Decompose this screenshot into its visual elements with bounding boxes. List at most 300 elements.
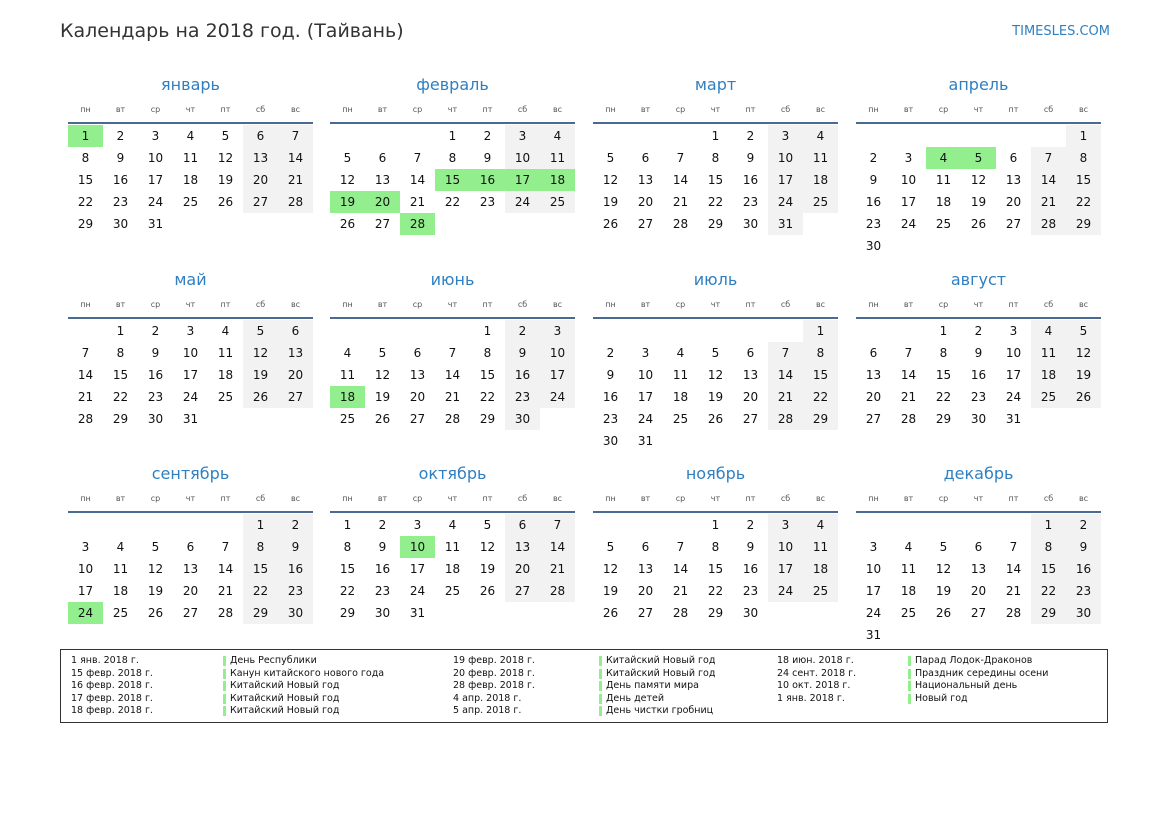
day-cell: 12 [147,562,164,576]
day-cell: 21 [77,390,94,404]
weekday-label: пт [1008,494,1019,503]
day-cell: 18 [217,368,234,382]
weekday-label: пн [342,494,353,503]
day-cell: 6 [869,346,878,360]
day-cell: 24 [409,584,426,598]
day-cell: 13 [409,368,426,382]
weekday-label: чт [710,494,721,503]
holiday-color-marker [908,669,911,679]
weekday-label: чт [447,105,458,114]
day-cell: 27 [1005,217,1022,231]
legend-date: 28 февр. 2018 г. [453,680,535,691]
legend-holiday-name [908,668,1048,679]
month-title: ноябрь [685,464,746,483]
weekend-day-cell: 14 [1031,169,1066,191]
day-cell: 3 [81,540,90,554]
weekend-day-cell: 12 [243,342,278,364]
weekday-label: вт [903,105,914,114]
day-cell: 13 [1005,173,1022,187]
day-cell: 8 [343,540,352,554]
day-cell: 2 [746,129,755,143]
weekend-day-cell: 22 [1031,580,1066,602]
month-title: декабрь [943,464,1014,483]
day-cell: 21 [672,195,689,209]
weekend-day-cell: 3 [768,125,803,147]
day-cell: 9 [746,151,755,165]
day-cell: 17 [637,390,654,404]
day-cell: 10 [77,562,94,576]
day-cell: 19 [602,195,619,209]
legend-holiday-label: Парад Лодок-Драконов [915,655,1033,666]
weekday-label: вт [640,300,651,309]
day-cell: 26 [339,217,356,231]
weekend-day-cell: 1 [243,514,278,536]
month-title: февраль [416,75,489,94]
day-cell: 20 [637,195,654,209]
day-cell: 25 [182,195,199,209]
weekday-label: вт [903,300,914,309]
weekend-day-cell: 7 [278,125,313,147]
month-header-rule [330,122,575,124]
holiday-color-marker [599,706,602,716]
weekday-label: чт [185,300,196,309]
month-header-rule [856,122,1101,124]
weekend-day-cell: 10 [540,342,575,364]
weekday-label: ср [412,105,423,114]
weekend-day-cell: 27 [278,386,313,408]
weekday-label: вс [290,494,301,503]
weekend-day-cell: 11 [803,147,838,169]
weekday-label: ср [675,300,686,309]
legend-date: 17 февр. 2018 г. [71,692,153,704]
legend-holiday-label: Китайский Новый год [230,692,340,704]
day-cell: 10 [1005,346,1022,360]
day-cell: 19 [147,584,164,598]
legend-holiday-name [223,705,339,716]
day-cell: 17 [1005,368,1022,382]
legend-date: 1 янв. 2018 г. [777,692,845,704]
day-cell: 4 [343,346,352,360]
day-cell: 20 [182,584,199,598]
day-cell: 12 [970,173,987,187]
weekday-label: ср [150,105,161,114]
day-cell: 13 [970,562,987,576]
weekday-label: ср [938,300,949,309]
day-cell: 21 [1005,584,1022,598]
day-cell: 6 [641,151,650,165]
day-cell: 5 [483,518,492,532]
day-cell: 24 [147,195,164,209]
day-cell: 5 [606,540,615,554]
day-cell: 29 [935,412,952,426]
weekend-day-cell: 15 [1031,558,1066,580]
day-cell: 30 [147,412,164,426]
holiday-day-cell: 18 [330,386,365,408]
day-cell: 13 [374,173,391,187]
weekday-label: чт [447,494,458,503]
day-cell: 7 [221,540,230,554]
day-cell: 4 [186,129,195,143]
weekend-day-cell: 12 [1066,342,1101,364]
weekend-day-cell: 23 [1066,580,1101,602]
weekend-day-cell: 6 [505,514,540,536]
weekday-label: вт [377,300,388,309]
day-cell: 30 [112,217,129,231]
holiday-day-cell: 10 [400,536,435,558]
day-cell: 25 [444,584,461,598]
day-cell: 17 [409,562,426,576]
day-cell: 30 [742,217,759,231]
day-cell: 8 [711,540,720,554]
day-cell: 25 [112,606,129,620]
day-cell: 23 [374,584,391,598]
holiday-color-marker [223,656,226,666]
weekday-label: вт [377,105,388,114]
day-cell: 15 [707,562,724,576]
legend-holiday-name [223,680,339,691]
day-cell: 19 [602,584,619,598]
weekend-day-cell: 14 [278,147,313,169]
legend-holiday-name [599,680,699,691]
legend-date: 18 февр. 2018 г. [71,705,153,716]
holiday-color-marker [599,681,602,691]
weekday-label: пт [745,494,756,503]
day-cell: 6 [186,540,195,554]
day-cell: 17 [77,584,94,598]
weekday-label: чт [973,494,984,503]
weekday-header [856,300,1101,312]
holiday-color-marker [599,656,602,666]
day-cell: 11 [182,151,199,165]
legend-date: 19 февр. 2018 г. [453,655,535,666]
day-cell: 26 [602,606,619,620]
weekend-day-cell: 3 [540,320,575,342]
month-title: сентябрь [151,464,230,483]
weekday-label: чт [973,105,984,114]
day-cell: 11 [444,540,461,554]
legend-holiday-name [223,655,317,666]
weekend-day-cell: 21 [1031,191,1066,213]
day-cell: 11 [112,562,129,576]
weekend-day-cell: 11 [540,147,575,169]
day-cell: 28 [77,412,94,426]
day-cell: 9 [116,151,125,165]
legend-holiday-label: Канун китайского нового года [230,667,385,679]
day-cell: 3 [904,151,913,165]
weekday-label: пт [482,300,493,309]
holiday-day-cell: 20 [365,191,400,213]
day-cell: 16 [602,390,619,404]
day-cell: 14 [900,368,917,382]
day-cell: 23 [112,195,129,209]
weekday-label: сб [780,300,791,309]
legend-date: 1 янв. 2018 г. [71,655,139,666]
day-cell: 24 [900,217,917,231]
day-cell: 1 [939,324,948,338]
day-cell: 27 [374,217,391,231]
day-cell: 29 [707,606,724,620]
weekend-day-cell: 16 [505,364,540,386]
month-title: август [950,270,1007,289]
day-cell: 12 [339,173,356,187]
weekday-label: пн [605,105,616,114]
weekend-day-cell: 7 [540,514,575,536]
weekday-label: сб [1043,105,1054,114]
day-cell: 29 [112,412,129,426]
day-cell: 30 [374,606,391,620]
weekend-day-cell: 18 [1031,364,1066,386]
day-cell: 17 [147,173,164,187]
day-cell: 28 [1005,606,1022,620]
month-title: май [174,270,207,289]
weekend-day-cell: 19 [1066,364,1101,386]
day-cell: 19 [707,390,724,404]
weekend-day-cell: 24 [768,191,803,213]
day-cell: 20 [409,390,426,404]
weekend-day-cell: 5 [243,320,278,342]
weekday-label: вт [377,494,388,503]
legend-holiday-name [908,655,1032,666]
weekday-label: пт [482,494,493,503]
weekday-label: чт [710,300,721,309]
weekend-day-cell: 4 [540,125,575,147]
day-cell: 7 [676,540,685,554]
weekday-label: пт [482,105,493,114]
day-cell: 22 [935,390,952,404]
weekday-label: пт [745,300,756,309]
weekday-label: вт [115,494,126,503]
day-cell: 5 [343,151,352,165]
day-cell: 5 [378,346,387,360]
day-cell: 17 [865,584,882,598]
legend-date: 18 июн. 2018 г. [777,655,854,666]
month-header-rule [68,511,313,513]
holiday-color-marker [223,669,226,679]
weekday-label: пн [605,300,616,309]
legend-holiday-label: День Республики [230,655,317,666]
day-cell: 24 [182,390,199,404]
day-cell: 11 [935,173,952,187]
day-cell: 6 [413,346,422,360]
weekend-day-cell: 1 [1031,514,1066,536]
day-cell: 27 [637,606,654,620]
holiday-day-cell: 19 [330,191,365,213]
weekday-label: пт [220,494,231,503]
day-cell: 11 [339,368,356,382]
weekday-label: сб [780,105,791,114]
weekday-label: чт [973,300,984,309]
day-cell: 12 [374,368,391,382]
weekday-label: вт [640,105,651,114]
weekday-label: чт [447,300,458,309]
legend-date: 16 февр. 2018 г. [71,680,153,691]
day-cell: 7 [448,346,457,360]
weekday-header [68,494,313,506]
day-cell: 5 [939,540,948,554]
weekday-label: вс [815,494,826,503]
weekday-label: вс [290,105,301,114]
day-cell: 11 [900,562,917,576]
day-cell: 8 [116,346,125,360]
day-cell: 15 [479,368,496,382]
day-cell: 28 [672,606,689,620]
weekday-label: вт [640,494,651,503]
weekend-day-cell: 16 [278,558,313,580]
weekend-day-cell: 27 [243,191,278,213]
weekday-header [330,494,575,506]
weekday-label: пн [868,494,879,503]
weekend-day-cell: 21 [768,386,803,408]
day-cell: 30 [970,412,987,426]
day-cell: 22 [112,390,129,404]
day-cell: 12 [217,151,234,165]
weekday-label: пн [342,105,353,114]
legend-holiday-label: День чистки гробниц [606,705,714,716]
day-cell: 18 [672,390,689,404]
weekday-label: вс [815,105,826,114]
weekday-header [593,105,838,117]
day-cell: 22 [707,195,724,209]
day-cell: 27 [970,606,987,620]
weekend-day-cell: 13 [243,147,278,169]
day-cell: 20 [1005,195,1022,209]
month-title: март [694,75,737,94]
day-cell: 10 [147,151,164,165]
legend-holiday-name [599,705,713,716]
day-cell: 9 [151,346,160,360]
day-cell: 13 [637,562,654,576]
day-cell: 25 [900,606,917,620]
day-cell: 19 [374,390,391,404]
weekend-day-cell: 28 [768,408,803,430]
day-cell: 30 [865,239,882,253]
month-header-rule [68,122,313,124]
day-cell: 23 [742,584,759,598]
weekday-label: сб [517,105,528,114]
day-cell: 15 [339,562,356,576]
day-cell: 14 [217,562,234,576]
weekday-label: пн [605,494,616,503]
day-cell: 21 [444,390,461,404]
day-cell: 9 [974,346,983,360]
weekend-day-cell: 30 [505,408,540,430]
day-cell: 16 [112,173,129,187]
day-cell: 5 [711,346,720,360]
weekday-label: ср [412,300,423,309]
weekday-header [330,105,575,117]
weekend-day-cell: 26 [1066,386,1101,408]
weekend-day-cell: 13 [505,536,540,558]
weekend-day-cell: 22 [1066,191,1101,213]
day-cell: 3 [186,324,195,338]
weekday-label: сб [255,494,266,503]
day-cell: 5 [151,540,160,554]
weekday-label: чт [185,105,196,114]
weekend-day-cell: 29 [1066,213,1101,235]
legend-holiday-name [908,680,1017,691]
weekend-day-cell: 11 [1031,342,1066,364]
site-link[interactable]: TIMESLES.COM [1012,24,1110,39]
weekday-label: пн [80,494,91,503]
month-header-rule [330,317,575,319]
weekend-day-cell: 21 [540,558,575,580]
day-cell: 20 [865,390,882,404]
weekday-label: пн [342,300,353,309]
legend-date: 4 апр. 2018 г. [453,692,522,704]
day-cell: 17 [900,195,917,209]
day-cell: 6 [746,346,755,360]
weekend-day-cell: 22 [243,580,278,602]
day-cell: 14 [672,173,689,187]
day-cell: 19 [970,195,987,209]
weekday-label: вс [552,105,563,114]
weekday-label: чт [710,105,721,114]
weekend-day-cell: 3 [505,125,540,147]
legend-holiday-label: День памяти мира [606,680,699,691]
day-cell: 25 [935,217,952,231]
weekend-day-cell: 14 [540,536,575,558]
weekend-day-cell: 15 [1066,169,1101,191]
day-cell: 21 [672,584,689,598]
weekend-day-cell: 4 [803,514,838,536]
month-header-rule [68,317,313,319]
day-cell: 7 [81,346,90,360]
weekend-day-cell: 15 [243,558,278,580]
day-cell: 2 [378,518,387,532]
day-cell: 14 [672,562,689,576]
day-cell: 28 [444,412,461,426]
day-cell: 7 [676,151,685,165]
weekend-day-cell: 17 [540,364,575,386]
day-cell: 17 [182,368,199,382]
day-cell: 5 [221,129,230,143]
weekend-day-cell: 24 [768,580,803,602]
day-cell: 26 [707,412,724,426]
weekday-header [856,494,1101,506]
legend-date: 20 февр. 2018 г. [453,667,535,679]
weekday-label: вс [552,300,563,309]
holiday-day-cell: 18 [540,169,575,191]
weekend-day-cell: 31 [768,213,803,235]
weekend-day-cell: 2 [505,320,540,342]
day-cell: 23 [479,195,496,209]
weekend-day-cell: 9 [1066,536,1101,558]
weekend-day-cell: 7 [768,342,803,364]
day-cell: 12 [935,562,952,576]
month-header-rule [593,317,838,319]
day-cell: 20 [637,584,654,598]
weekday-label: пт [1008,105,1019,114]
day-cell: 9 [746,540,755,554]
day-cell: 22 [707,584,724,598]
weekend-day-cell: 2 [1066,514,1101,536]
month-header-rule [330,511,575,513]
weekday-label: вс [552,494,563,503]
weekend-day-cell: 11 [803,536,838,558]
day-cell: 10 [637,368,654,382]
day-cell: 1 [711,129,720,143]
day-cell: 16 [147,368,164,382]
day-cell: 16 [865,195,882,209]
day-cell: 14 [77,368,94,382]
day-cell: 6 [641,540,650,554]
day-cell: 13 [637,173,654,187]
day-cell: 8 [448,151,457,165]
weekend-day-cell: 30 [278,602,313,624]
day-cell: 19 [217,173,234,187]
day-cell: 14 [1005,562,1022,576]
legend-holiday-name [908,693,968,704]
